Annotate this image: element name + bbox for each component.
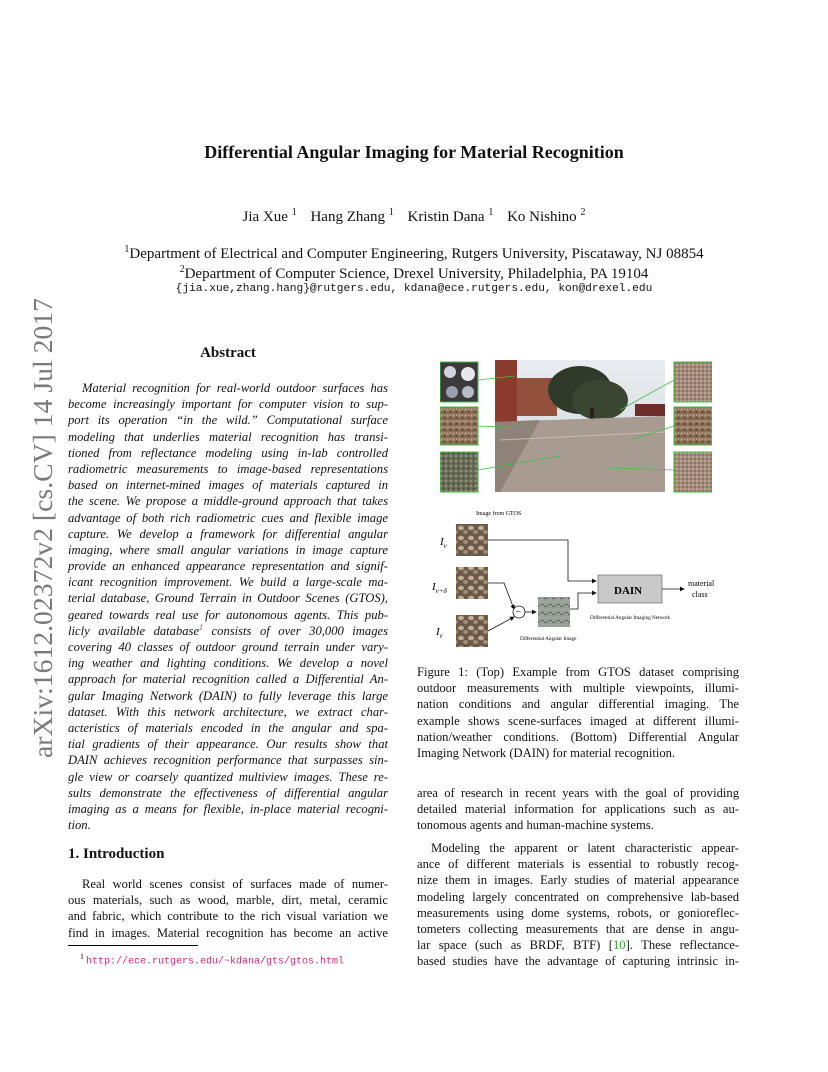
author-list <box>0 207 828 226</box>
differential-image-label: Differential Angular Image <box>520 636 577 642</box>
footnote-ref[interactable]: 1 <box>199 622 204 632</box>
footnote-link[interactable]: http://ece.rutgers.edu/~kdana/gts/gtos.html <box>86 956 345 968</box>
text-line: ing weather and lighting conditions. We develop a novel <box>68 656 388 671</box>
differential-image <box>538 597 570 627</box>
text-line: Modeling the apparent or latent characteristic appear- <box>431 841 739 855</box>
text-line: imaging as a means for flexible, in-place material recogni- <box>68 801 388 816</box>
citation-link[interactable]: 10 <box>613 938 626 953</box>
thumbnail-right <box>674 452 712 492</box>
text-line: lar space (such as BRDF, BTF) [10]. These reflectance- <box>417 938 740 953</box>
abstract-body <box>68 380 388 833</box>
figure-dain-diagram <box>428 505 728 655</box>
footnote-rule <box>68 945 198 946</box>
svg-text:Iv: $I_v$ <box>440 536 447 550</box>
text-line: advantage of both rich radiometric cues and flexible image <box>68 510 388 525</box>
text-line: Imaging Network (DAIN) for material recognition. <box>417 745 676 760</box>
thumbnail-left <box>440 452 478 492</box>
dain-label: DAIN <box>614 585 643 597</box>
text-line: tonomous agents and human-machine systems. <box>417 818 654 833</box>
text-line: geared towards real use for autonomous agents. This pub- <box>68 607 388 622</box>
footnote: $^1$ http://ece.rutgers.edu/~kdana/gts/gtos.html <box>80 952 345 968</box>
text-line: terial database, Ground Terrain in Outdoor Scenes (GTOS), <box>68 591 388 606</box>
text-line: nation conditions and angular differential imaging. The <box>417 697 739 712</box>
text-line: Material recognition for real-world outdoor surfaces has <box>82 381 388 395</box>
text-line: find in images. Material recognition has become an active <box>68 925 388 940</box>
text-line: based studies have the advantage of capturing intrinsic in- <box>417 954 739 969</box>
text-line: tioned from reflectance modeling using in-lab controlled <box>68 445 388 460</box>
abstract-heading: Abstract <box>200 345 256 361</box>
text-line: based on internet-mined images of materials captured in <box>68 478 388 493</box>
introduction-body <box>68 876 388 941</box>
text-line: tometers collecting measurements that are dense in angu- <box>417 921 739 936</box>
affiliation: $^1$Department of Electrical and Computer Engineering, Rutgers University, Piscataway, NJ 08854 <box>124 244 704 262</box>
text-line: imaging, where small angular variations in image capture <box>68 542 388 557</box>
author-emails: {jia.xue,zhang.hang}@rutgers.edu, kdana@ece.rutgers.edu, kon@drexel.edu <box>175 283 653 295</box>
svg-text:class: class <box>692 590 708 599</box>
text-line: ance of different materials is essential to robustly recog- <box>417 857 739 872</box>
text-line: gle view or coarsely quantized multiview images. These re- <box>68 769 388 784</box>
figure-gtos-collage <box>440 360 712 496</box>
figure-caption <box>417 664 739 761</box>
text-line: covering 40 classes of outdoor ground terrain under vary- <box>68 640 388 654</box>
text-line: tion. <box>68 818 91 833</box>
thumbnail-left <box>440 407 478 445</box>
text-line: measurements using dome systems, robots, or gonioreflec- <box>417 905 739 920</box>
svg-text:Iv+δ: $I_{v+\delta}$ <box>432 581 447 595</box>
text-line: icant recognition improvement. We build a large-scale ma- <box>68 575 388 590</box>
text-line: acteristics of materials encoded in the angular and spa- <box>68 720 388 735</box>
text-line: detailed material information for applications such as au- <box>417 802 739 817</box>
text-line: nation/weather conditions. (Bottom) Differential Angular <box>417 729 739 744</box>
author: Ko Nishino $^2$ <box>507 207 586 225</box>
text-line: Real world scenes consist of surfaces made of numer- <box>82 877 388 891</box>
text-line: capture. We develop a framework for differential angular <box>68 526 388 541</box>
svg-text:−: − <box>515 607 522 618</box>
text-line: DAIN achieves recognition performance that surpasses sin- <box>68 753 388 768</box>
author: Kristin Dana $^1$ <box>407 207 494 225</box>
text-line: modeling largely concentrated on comprehensive lab-based <box>417 889 739 904</box>
svg-text:Iv: $I_v$ <box>436 626 443 640</box>
text-line: gular Imaging Network (DAIN) to fully leverage this large <box>68 688 388 703</box>
text-line: approach for material recognition called a Differential An- <box>68 672 388 687</box>
text-line: the scene. We propose a middle-ground approach that takes <box>68 494 388 509</box>
input-image <box>456 524 488 556</box>
affiliation: $^2$Department of Computer Science, Drexel University, Philadelphia, PA 19104 <box>179 264 649 282</box>
text-line: area of research in recent years with the goal of providing <box>417 786 739 800</box>
image-from-gtos-label: Image from GTOS <box>476 511 522 517</box>
network-label: Differential Angular Imaging Network <box>590 615 671 621</box>
text-line: and fabric, which contribute to the rich visual variation we <box>68 909 388 924</box>
text-line: provide an enhanced appearance representation and signif- <box>68 559 388 574</box>
author: Hang Zhang $^1$ <box>310 207 394 225</box>
arxiv-stamp <box>14 296 64 758</box>
paragraph <box>417 785 739 834</box>
thumbnail-left <box>440 362 478 402</box>
text-line: modeling that underlies material recognition has transi- <box>68 429 388 444</box>
text-line: radiometric measurements to image-based representations <box>68 461 388 476</box>
text-line: dataset. With this network architecture, we extract char- <box>68 704 388 719</box>
paragraph <box>417 840 739 970</box>
introduction-heading: 1. Introduction <box>68 846 165 862</box>
author: Jia Xue $^1$ <box>242 207 297 225</box>
text-line: example shows scene-surfaces imaged at different illumi- <box>417 713 739 728</box>
text-line: port its operation “in the wild.” Computational surface <box>68 413 388 428</box>
text-line: Figure 1: (Top) Example from GTOS dataset comprising <box>417 665 739 679</box>
text-line: licly available database$^1$ consists of over 30,000 images <box>68 622 388 638</box>
text-line: tial gradients of their appearance. Our results show that <box>68 737 388 752</box>
outdoor-scene-photo <box>495 360 665 492</box>
thumbnail-right <box>674 362 712 402</box>
input-image <box>456 615 488 647</box>
paper-title: Differential Angular Imaging for Material Recognition <box>204 142 624 162</box>
thumbnail-right <box>674 407 712 445</box>
text-line: outdoor measurements with multiple viewpoints, illumi- <box>417 681 739 696</box>
text-line: become increasingly important for computer vision to sup- <box>68 397 388 412</box>
text-line: nize them in images. Early studies of material appearance <box>417 873 739 888</box>
svg-text:material: material <box>688 579 715 588</box>
text-line: ous materials, such as wood, marble, dirt, metal, ceramic <box>68 893 388 908</box>
input-image <box>456 567 488 599</box>
text-line: sults demonstrate the effectiveness of differential angular <box>68 785 388 800</box>
arxiv-stamp-text: arXiv:1612.02372v2 [cs.CV] 14 Jul 2017 <box>28 309 58 758</box>
